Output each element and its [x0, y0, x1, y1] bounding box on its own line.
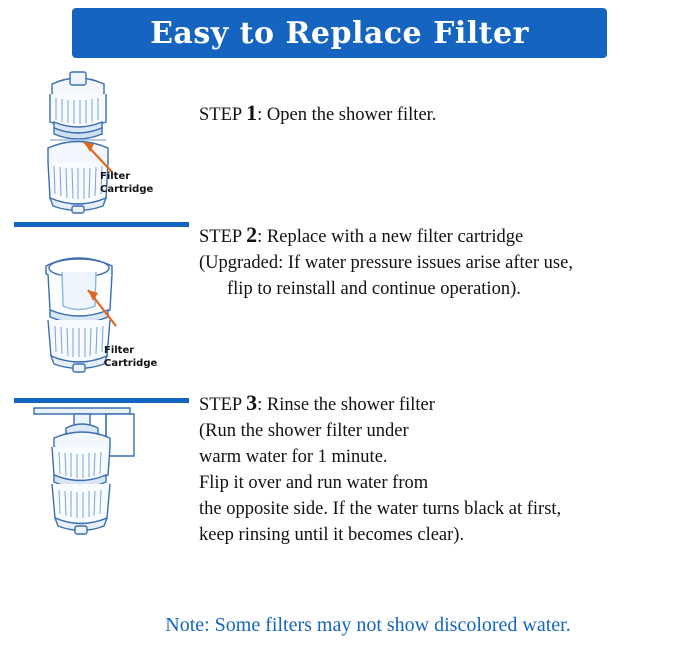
step-2-text: [199, 222, 677, 302]
callout-line-2: Cartridge: [104, 358, 158, 369]
section-divider-1: [14, 222, 189, 227]
step-3-extra-line-3: Flip it over and run water from: [199, 473, 429, 493]
footer-note: Note: Some filters may not show discolored water.: [165, 614, 571, 636]
step-1-label: STEP: [199, 105, 247, 125]
step-3-extra-line-4: the opposite side. If the water turns black at first,: [199, 499, 562, 519]
page-title: Easy to Replace Filter: [150, 15, 529, 51]
step-2-extra-line-1: (Upgraded: If water pressure issues arise after use,: [199, 253, 573, 273]
step-3-extra-line-5: keep rinsing until it becomes clear).: [199, 525, 465, 545]
step-2-number: 2: [246, 222, 258, 247]
step-3-body: : Rinse the shower filter: [257, 395, 435, 415]
step-3-extra-line-1: (Run the shower filter under: [199, 421, 409, 441]
callout-filter-cartridge-1: [100, 170, 153, 196]
step-2-label: STEP: [199, 227, 247, 247]
callout-filter-cartridge-2: [104, 344, 157, 370]
callout-line-1: Filter: [104, 345, 135, 356]
step-3-label: STEP: [199, 395, 247, 415]
step-2-extra-line-2: flip to reinstall and continue operation).: [227, 279, 521, 299]
step-2-body: : Replace with a new filter cartridge: [257, 227, 524, 247]
step-1-number: 1: [246, 100, 258, 125]
step-1-text: [199, 100, 669, 128]
filter-illustration-step3: [14, 398, 194, 558]
step-3-number: 3: [246, 390, 258, 415]
step-1-body: : Open the shower filter.: [257, 105, 437, 125]
step-3-text: [199, 390, 677, 548]
step-3-extra-line-2: warm water for 1 minute.: [199, 447, 388, 467]
page-title-banner: [72, 8, 607, 58]
callout-line-2: Cartridge: [100, 184, 154, 195]
callout-line-1: Filter: [100, 171, 131, 182]
filter-illustration-step1: [14, 62, 194, 222]
